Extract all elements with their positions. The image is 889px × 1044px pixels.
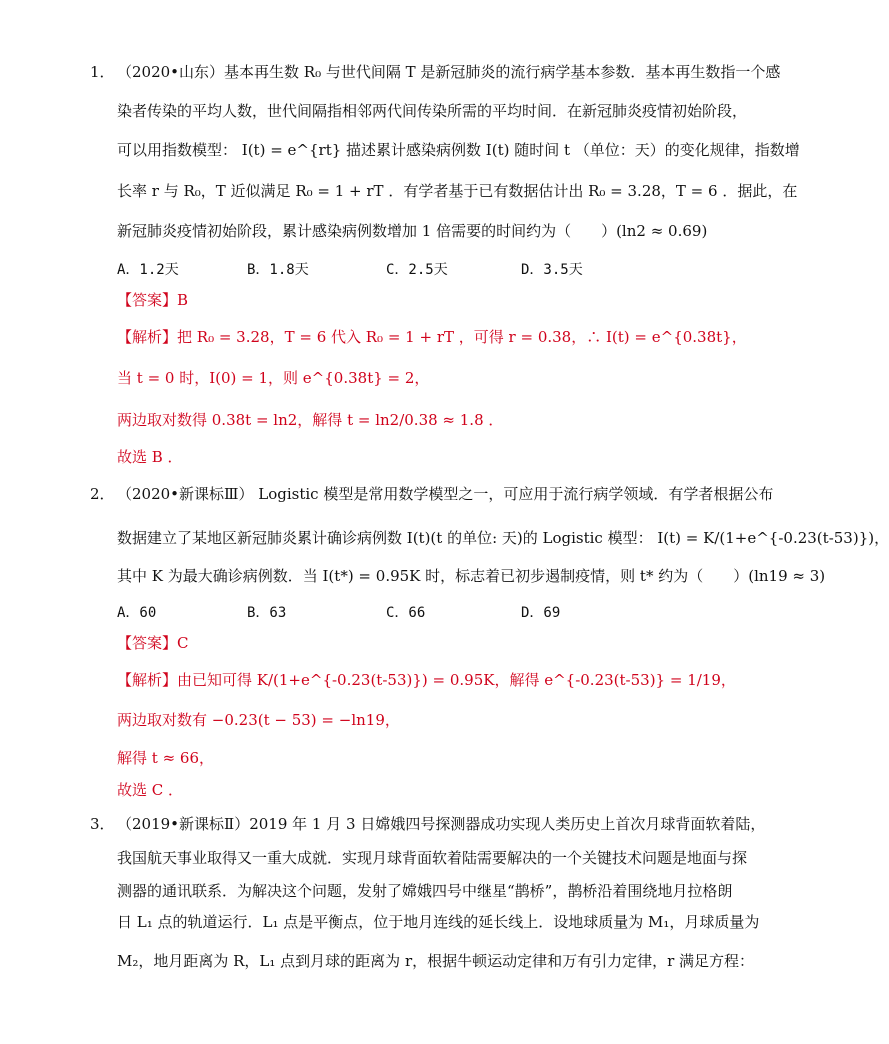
question-1-option-c: C．2.5天: [386, 262, 448, 278]
question-2-option-b: B．63: [247, 605, 287, 621]
question-3-line-5: M₂，地月距离为 R，L₁ 点到月球的距离为 r，根据牛顿运动定律和万有引力定律，r 满足方程：: [117, 952, 755, 970]
question-2-analysis-2: 两边取对数有 −0.23(t − 53) = −ln19，: [117, 711, 400, 729]
question-1-analysis-3: 两边取对数得 0.38t = ln2，解得 t = ln2/0.38 ≈ 1.8 ．: [117, 411, 504, 429]
question-2-line-1: （2020•新课标Ⅲ） Logistic 模型是常用数学模型之一，可应用于流行病学领域．有学者根据公布: [117, 485, 774, 503]
question-1-option-a: A．1.2天: [117, 262, 179, 278]
question-3-line-3: 测器的通讯联系．为解决这个问题，发射了嫦娥四号中继星“鹊桥”，鹊桥沿着围绕地月拉格朗: [117, 882, 733, 900]
question-2-analysis-3: 解得 t ≈ 66，: [117, 749, 214, 767]
question-2-analysis-1: 【解析】由已知可得 K/(1+e^{-0.23(t-53)}) = 0.95K，解得 e^{-0.23(t-53)} = 1/19，: [117, 671, 736, 689]
question-2-option-c: C．66: [386, 605, 426, 621]
question-1-answer: 【答案】B: [117, 291, 189, 309]
question-1-analysis-2: 当 t = 0 时，I(0) = 1，则 e^{0.38t} = 2，: [117, 369, 430, 387]
question-2-analysis-4: 故选 C ．: [117, 781, 184, 799]
question-2-number: 2．: [90, 485, 115, 503]
question-3-line-4: 日 L₁ 点的轨道运行．L₁ 点是平衡点，位于地月连线的延长线上．设地球质量为 M₁，月球质量为: [117, 913, 760, 931]
question-1-analysis-1: 【解析】把 R₀ = 3.28，T = 6 代入 R₀ = 1 + rT ，可得 r = 0.38，∴ I(t) = e^{0.38t}，: [117, 328, 747, 346]
question-2-option-a: A．60: [117, 605, 157, 621]
question-1-line-1: （2020•山东）基本再生数 R₀ 与世代间隔 T 是新冠肺炎的流行病学基本参数．基本再生数指一个感: [117, 63, 781, 81]
question-1-number: 1．: [90, 63, 115, 81]
question-3-line-1: （2019•新课标Ⅱ）2019 年 1 月 3 日嫦娥四号探测器成功实现人类历史上首次月球背面软着陆，: [117, 815, 766, 833]
question-1-analysis-4: 故选 B ．: [117, 448, 183, 466]
question-2-line-3: 其中 K 为最大确诊病例数．当 I(t*) = 0.95K 时，标志着已初步遏制疫情，则 t* 约为（ ）(ln19 ≈ 3): [117, 567, 826, 585]
question-2-line-2: 数据建立了某地区新冠肺炎累计确诊病例数 I(t)(t 的单位: 天)的 Logistic 模型： I(t) = K/(1+e^{-0.23(t-53)})，: [117, 529, 889, 547]
question-1-line-3: 可以用指数模型： I(t) = e^{rt} 描述累计感染病例数 I(t) 随时间 t （单位：天）的变化规律，指数增: [117, 141, 800, 159]
question-1-option-b: B．1.8天: [247, 262, 309, 278]
question-1-line-4: 长率 r 与 R₀，T 近似满足 R₀ = 1 + rT ．有学者基于已有数据估计出 R₀ = 3.28，T = 6 ．据此，在: [117, 182, 798, 200]
question-3-line-2: 我国航天事业取得又一重大成就．实现月球背面软着陆需要解决的一个关键技术问题是地面与探: [117, 849, 748, 867]
question-2-answer: 【答案】C: [117, 634, 189, 652]
question-1-line-5: 新冠肺炎疫情初始阶段，累计感染病例数增加 1 倍需要的时间约为（ ）(ln2 ≈ 0.69): [117, 222, 708, 240]
question-1-line-2: 染者传染的平均人数，世代间隔指相邻两代间传染所需的平均时间．在新冠肺炎疫情初始阶段，: [117, 102, 748, 120]
question-1-option-d: D．3.5天: [521, 262, 583, 278]
question-2-option-d: D．69: [521, 605, 561, 621]
question-3-number: 3．: [90, 815, 115, 833]
